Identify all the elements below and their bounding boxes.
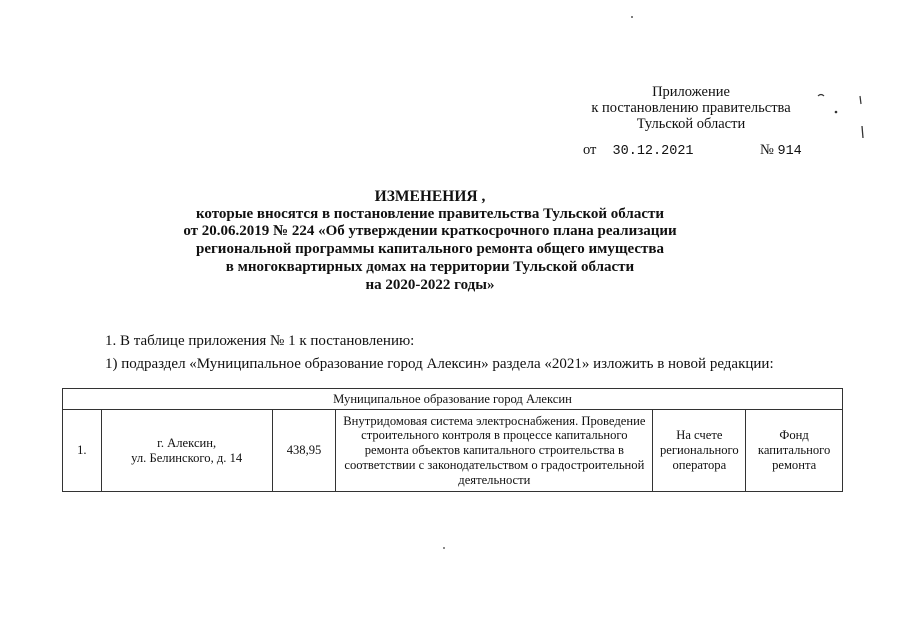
title-heading: ИЗМЕНЕНИЯ , <box>374 188 486 205</box>
appendix-line-2: к постановлению правительства <box>591 100 791 116</box>
number-label: № <box>760 142 774 158</box>
paragraph-item-1-sub-1: 1) подраздел «Муниципальное образование город Алексин» раздела «2021» изложить в новой редакции: <box>105 356 774 372</box>
section-title-cell: Муниципальное образование город Алексин <box>63 389 843 410</box>
table-row <box>63 410 843 492</box>
changes-table <box>62 388 843 492</box>
cell-address: г. Алексин, ул. Белинского, д. 14 <box>101 410 272 492</box>
cell-fund: Фонд капитального ремонта <box>746 410 843 492</box>
cell-account: На счете регионального оператора <box>653 410 746 492</box>
title-line-3: региональной программы капитального ремонта общего имущества <box>196 241 664 258</box>
section-row <box>63 389 843 410</box>
title-line-5: на 2020-2022 годы» <box>365 276 495 293</box>
number-value: 914 <box>777 144 802 159</box>
title-line-1: которые вносятся в постановление правительства Тульской области <box>195 205 665 222</box>
paragraph-item-1: 1. В таблице приложения № 1 к постановлению: <box>105 333 415 349</box>
title-line-4: в многоквартирных домах на территории Тульской области <box>225 258 635 275</box>
date-value: 30.12.2021 <box>612 144 694 159</box>
title-line-2: от 20.06.2019 № 224 «Об утверждении краткосрочного плана реализации <box>183 223 677 240</box>
document-title <box>150 188 710 294</box>
cell-amount: 438,95 <box>272 410 336 492</box>
cell-number: 1. <box>63 410 102 492</box>
appendix-line-3: Тульской области <box>636 116 746 132</box>
date-label: от <box>583 142 597 158</box>
appendix-line-1: Приложение <box>652 84 730 100</box>
cell-work-description: Внутридомовая система электроснабжения. Проведение строительного контроля в процессе капитального ремонта объектов капитального строительства в соответствии с законодательством о градостроительной деятельности <box>336 410 653 492</box>
